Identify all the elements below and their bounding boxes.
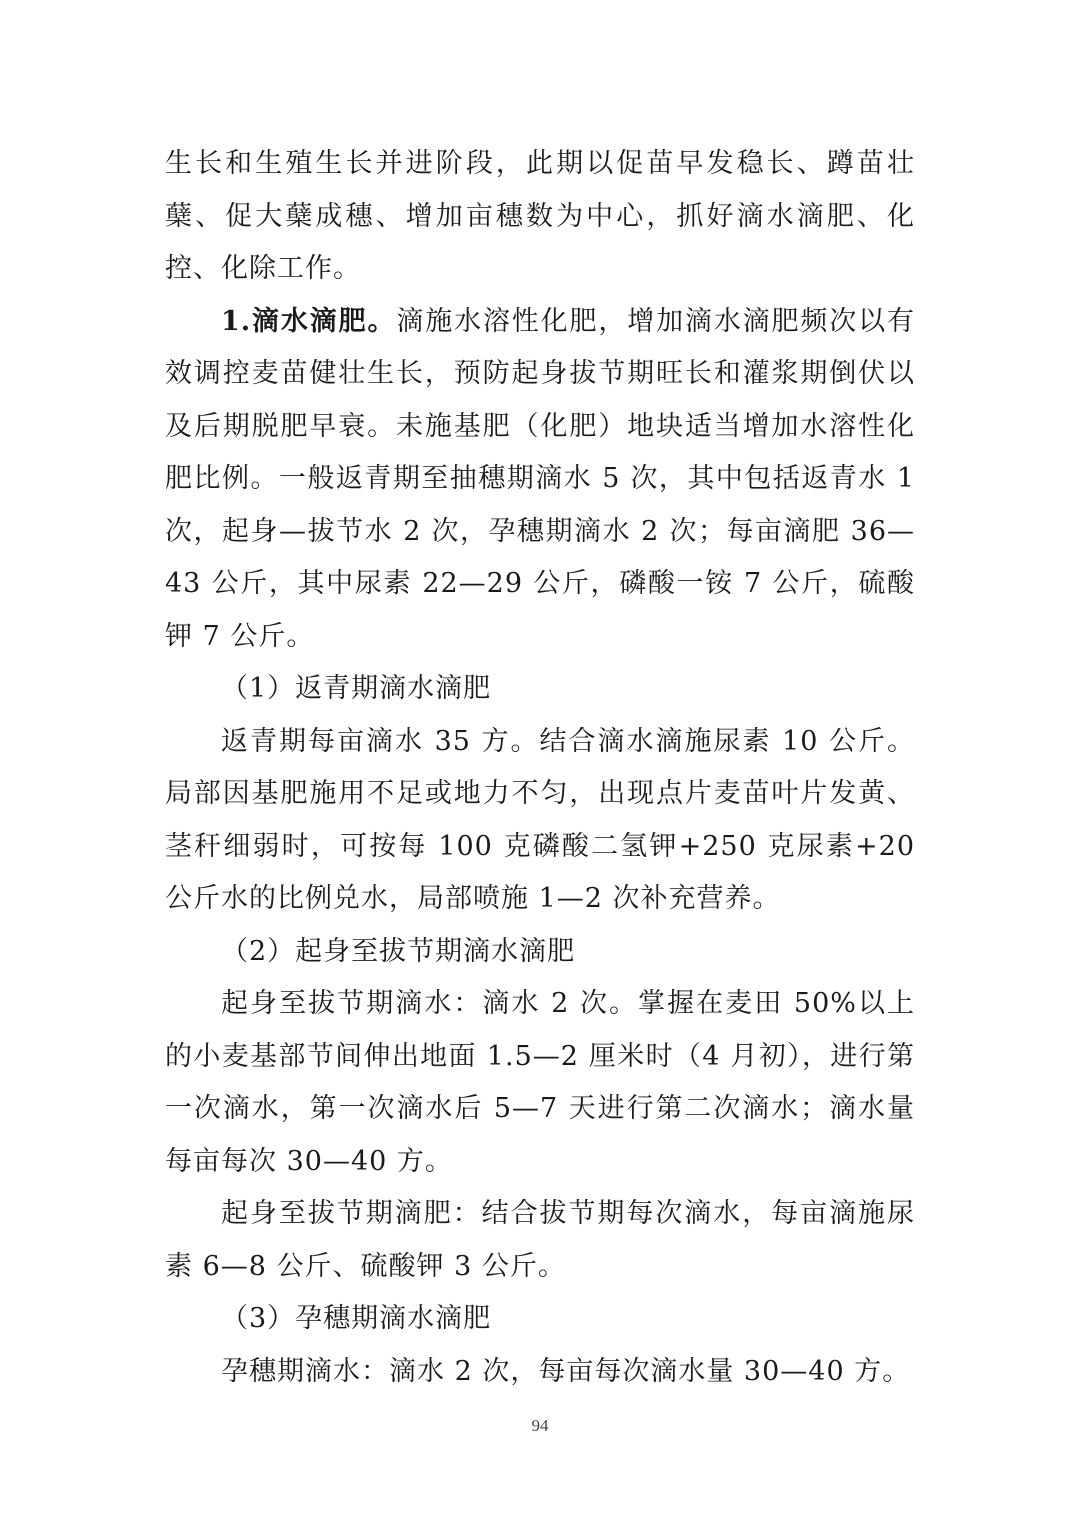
paragraph-growth-stage: 生长和生殖生长并进阶段，此期以促苗早发稳长、蹲苗壮蘖、促大蘖成穗、增加亩穗数为中心，抓好滴水滴肥、化控、化除工作。 [165, 148, 915, 284]
section-body-drip-irrigation: 滴施水溶性化肥，增加滴水滴肥频次以有效调控麦苗健壮生长，预防起身拔节期旺长和灌浆期倒伏以及后期脱肥早衰。未施基肥（化肥）地块适当增加水溶性化肥比例。一般返青期至抽穗期滴水 5 次，其中包括返青水 1 次，起身—拔节水 2 次，孕穗期滴水 2 次；每亩滴肥 36—43 公斤，其中尿素 22—29 公斤，磷酸一铵 7 公斤，硫酸钾 7 公斤。 [165, 305, 916, 652]
paragraph-jointing-fertilizer: 起身至拔节期滴肥：结合拔节期每次滴水，每亩滴施尿素 6—8 公斤、硫酸钾 3 公斤。 [165, 1198, 915, 1282]
subheading-jointing-stage: （2）起身至拔节期滴水滴肥 [221, 935, 576, 967]
paragraph-jointing-irrigation: 起身至拔节期滴水：滴水 2 次。掌握在麦田 50%以上的小麦基部节间伸出地面 1.5—2 厘米时（4 月初），进行第一次滴水，第一次滴水后 5—7 天进行第二次滴水；滴水量每亩每次 30—40 方。 [165, 988, 915, 1177]
document-body [165, 138, 915, 1398]
section-heading-drip-irrigation: 1.滴水滴肥。 [221, 305, 397, 337]
subheading-booting-stage: （3）孕穗期滴水滴肥 [221, 1303, 492, 1334]
paragraph-greening-stage: 返青期每亩滴水 35 方。结合滴水滴施尿素 10 公斤。局部因基肥施用不足或地力不匀，出现点片麦苗叶片发黄、茎秆细弱时，可按每 100 克磷酸二氢钾+250 克尿素+20 公斤水的比例兑水，局部喷施 1—2 次补充营养。 [165, 725, 915, 914]
subheading-greening-stage: （1）返青期滴水滴肥 [221, 673, 492, 704]
paragraph-booting-irrigation: 孕穗期滴水：滴水 2 次，每亩每次滴水量 30—40 方。 [221, 1355, 911, 1387]
paragraph-drip-irrigation [165, 296, 915, 664]
page-number: 94 [531, 1416, 549, 1435]
